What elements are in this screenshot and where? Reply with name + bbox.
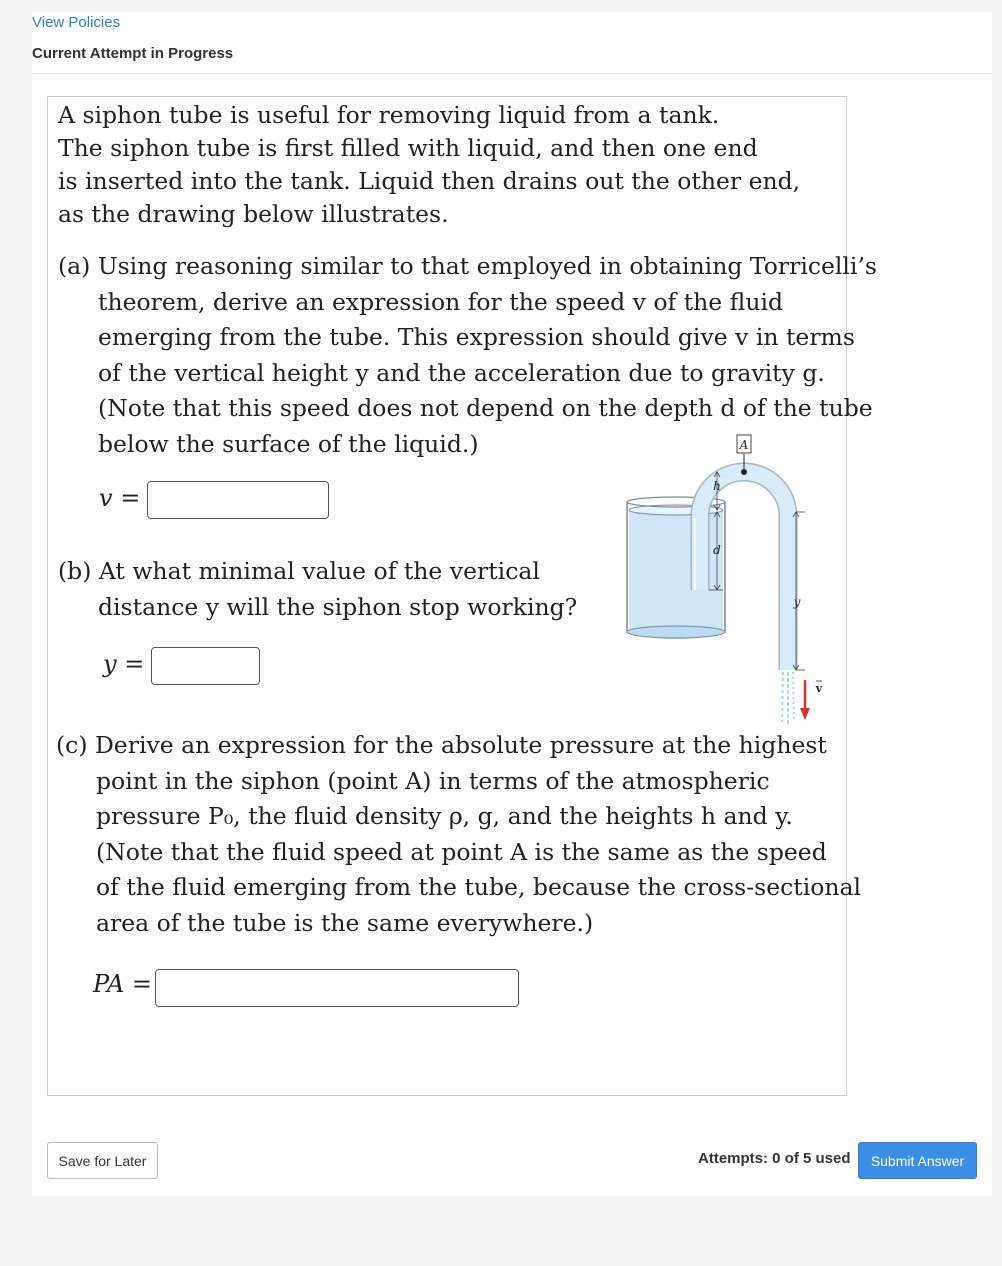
y-label: y = bbox=[103, 650, 145, 678]
top-strip bbox=[0, 0, 1002, 12]
part-c-text bbox=[56, 728, 861, 942]
part-c-line: area of the tube is the same everywhere.) bbox=[96, 908, 594, 937]
view-policies-link[interactable]: View Policies bbox=[32, 14, 121, 31]
part-b-line: distance y will the siphon stop working? bbox=[98, 592, 578, 621]
part-a-line: below the surface of the liquid.) bbox=[98, 429, 479, 458]
question-box bbox=[47, 96, 877, 1096]
h-label: h bbox=[713, 479, 721, 493]
part-c-line: (c) Derive an expression for the absolute pressure at the highest bbox=[56, 731, 827, 759]
d-label: d bbox=[713, 543, 721, 557]
v-answer-input[interactable] bbox=[147, 481, 329, 519]
pa-label: PA = bbox=[93, 970, 153, 998]
outflow-stream bbox=[782, 672, 794, 726]
pa-answer-input[interactable] bbox=[155, 969, 519, 1007]
intro-line: A siphon tube is useful for removing liquid from a tank. bbox=[58, 101, 720, 129]
part-a-line: theorem, derive an expression for the speed v of the fluid bbox=[98, 287, 784, 316]
part-c-line: of the fluid emerging from the tube, because the cross-sectional bbox=[96, 873, 862, 902]
attempts-counter: Attempts: 0 of 5 used bbox=[698, 1150, 851, 1167]
intro-line: is inserted into the tank. Liquid then drains out the other end, bbox=[58, 167, 801, 195]
attempt-title: Current Attempt in Progress bbox=[32, 45, 234, 62]
part-a-line: emerging from the tube. This expression should give v in terms bbox=[98, 323, 855, 352]
velocity-arrow-head bbox=[800, 708, 810, 720]
header-divider bbox=[32, 73, 992, 74]
save-for-later-button[interactable]: Save for Later bbox=[47, 1142, 158, 1179]
part-b-text bbox=[58, 554, 577, 625]
beaker-bottom bbox=[627, 626, 725, 638]
part-c-line: point in the siphon (point A) in terms of the atmospheric bbox=[96, 766, 770, 795]
v-vector-label: v bbox=[815, 682, 823, 695]
part-c-line: (Note that the fluid speed at point A is the same as the speed bbox=[96, 837, 827, 866]
part-a-line: (Note that this speed does not depend on the depth d of the tube bbox=[98, 394, 873, 423]
part-a-line: of the vertical height y and the acceleration due to gravity g. bbox=[98, 358, 825, 387]
part-c-line: pressure P₀, the fluid density ρ, g, and the heights h and y. bbox=[96, 802, 793, 831]
y-dim-label: y bbox=[793, 595, 801, 609]
beaker bbox=[627, 497, 725, 638]
intro-line: The siphon tube is first filled with liquid, and then one end bbox=[58, 134, 758, 162]
point-a-label: A bbox=[739, 438, 749, 452]
part-b-line: (b) At what minimal value of the vertical bbox=[58, 557, 540, 585]
siphon-figure bbox=[623, 430, 823, 730]
intro-line: as the drawing below illustrates. bbox=[58, 200, 449, 228]
v-label: v = bbox=[99, 484, 141, 512]
part-a-line: (a) Using reasoning similar to that employed in obtaining Torricelli’s bbox=[58, 252, 877, 280]
submit-answer-button[interactable]: Submit Answer bbox=[858, 1142, 977, 1179]
question-intro bbox=[58, 99, 818, 231]
y-answer-input[interactable] bbox=[151, 647, 260, 685]
